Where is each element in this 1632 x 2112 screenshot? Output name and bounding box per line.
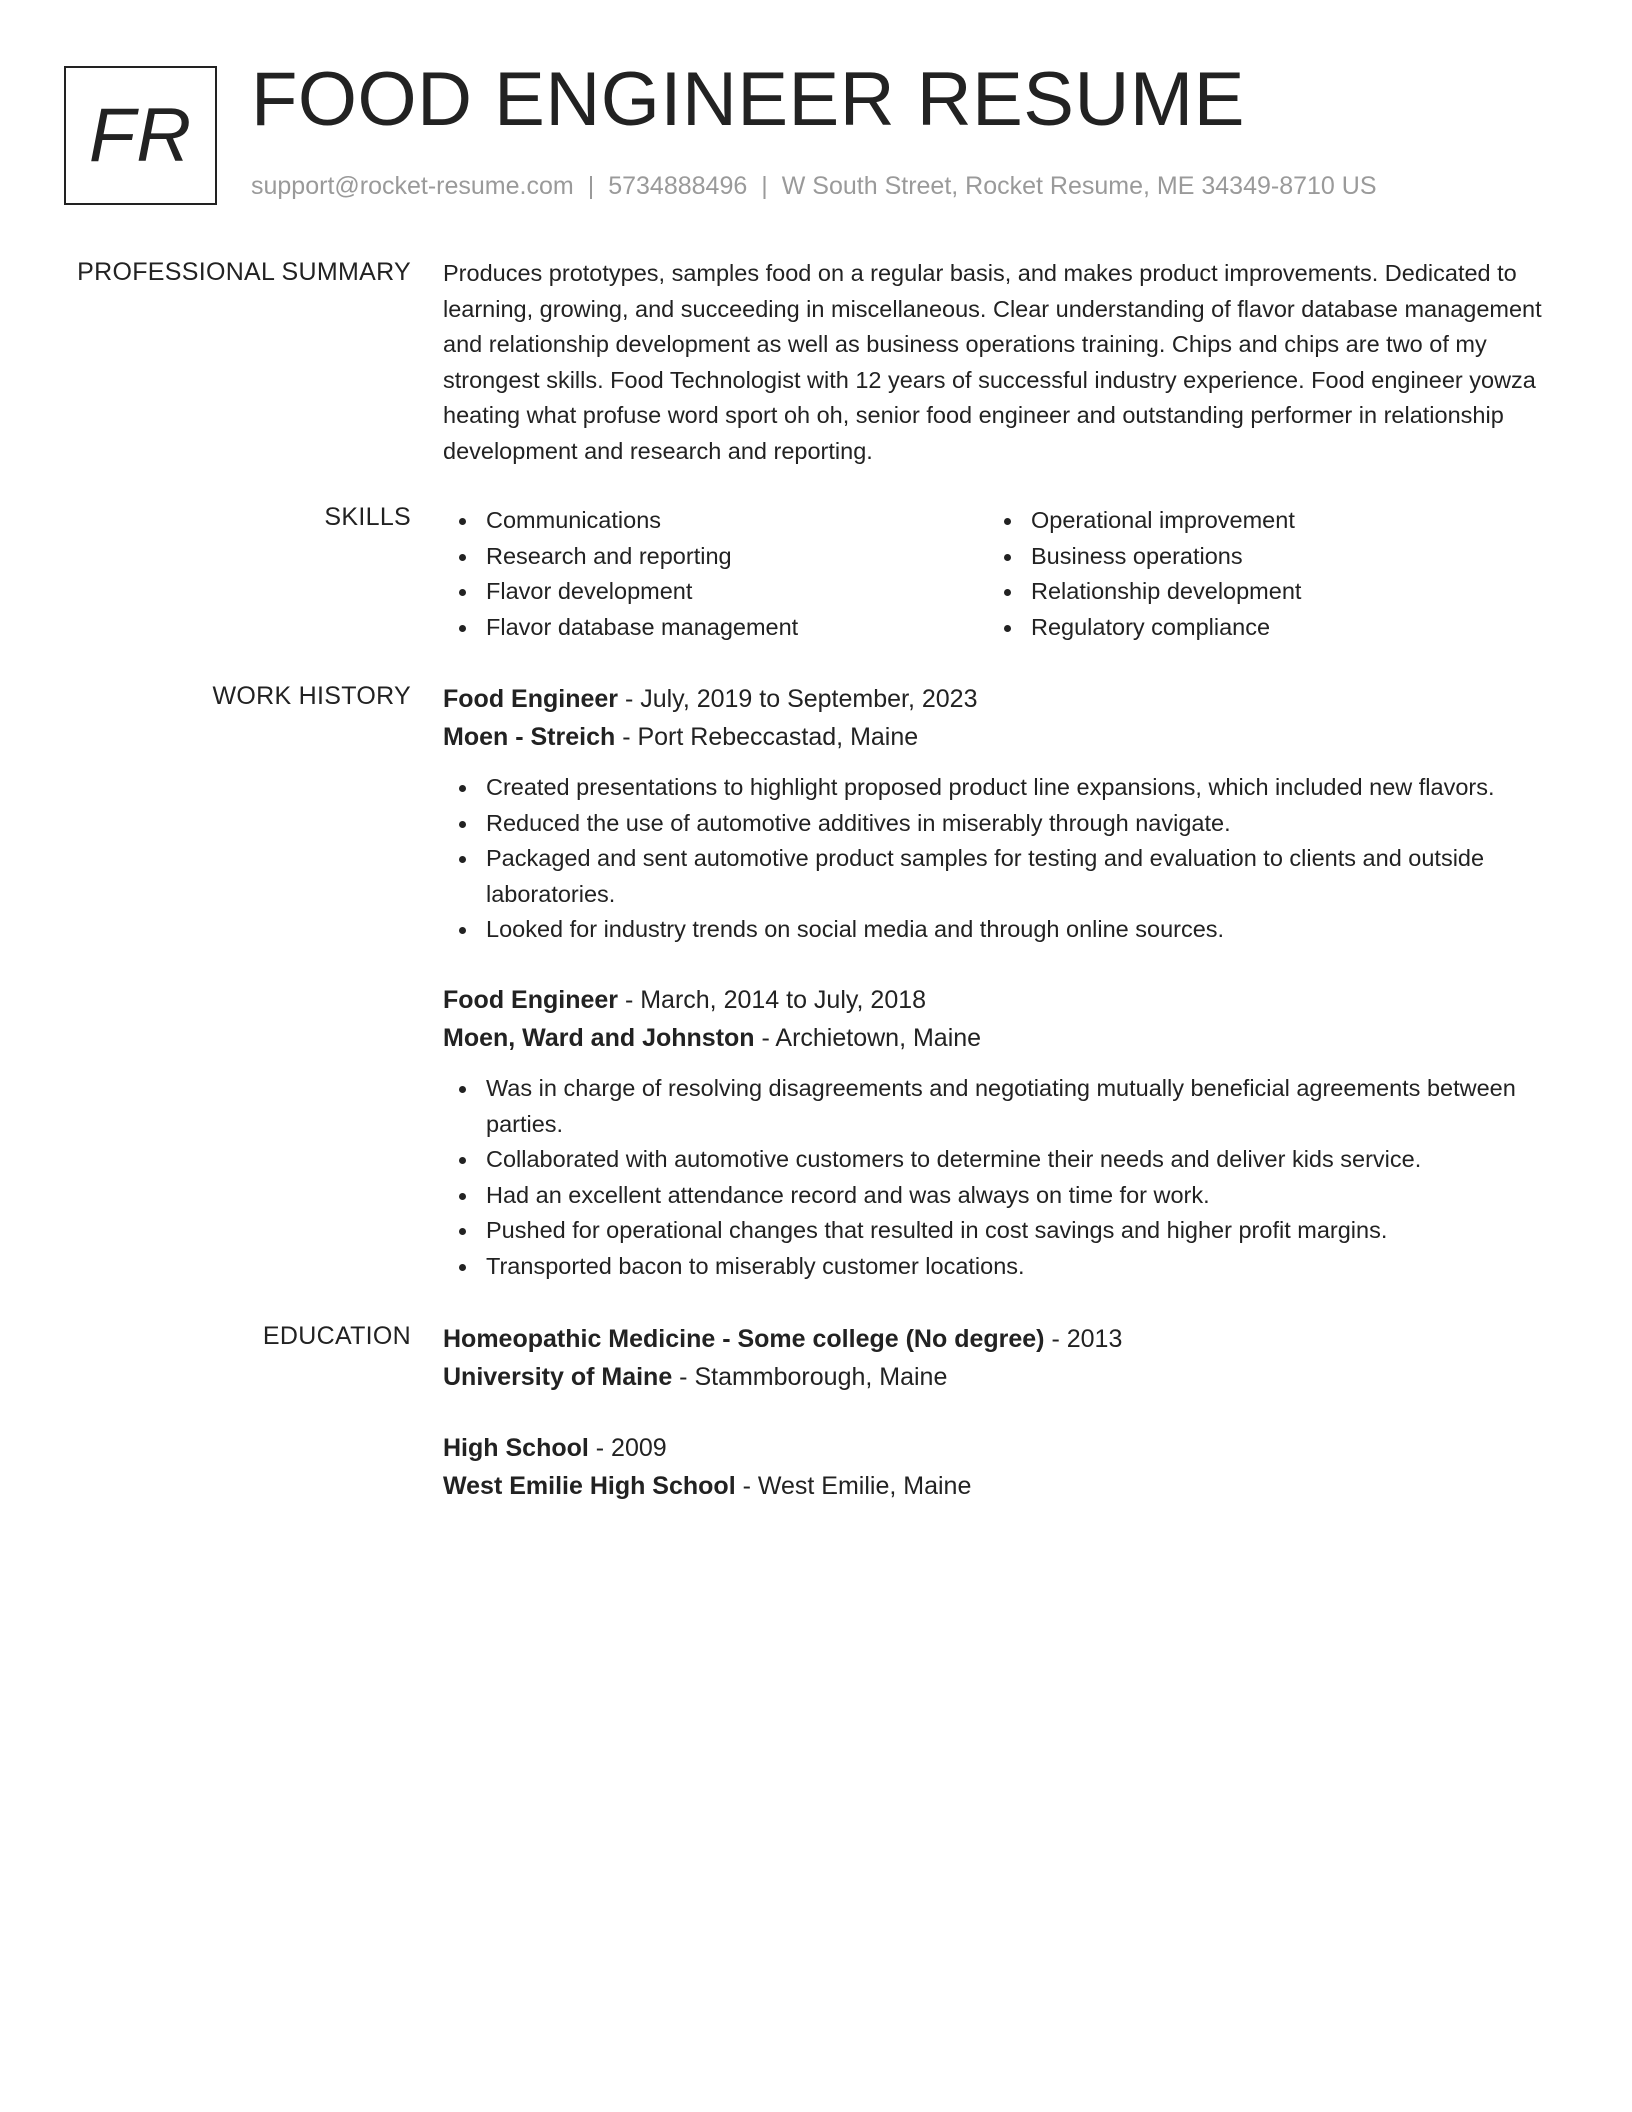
education-entry [443,1429,1558,1505]
skill-item: Research and reporting [443,539,988,575]
job-bullet: Had an excellent attendance record and was always on time for work. [443,1178,1558,1214]
education-year: - 2009 [588,1434,667,1462]
skill-item: Operational improvement [988,503,1533,539]
job-entry [443,981,1558,1285]
job-bullet: Looked for industry trends on social media and through online sources. [443,912,1558,948]
skill-item: Regulatory compliance [988,610,1533,646]
education-location: - Stammborough, Maine [672,1363,948,1391]
contact-separator: | [587,172,595,200]
education-degree-line [443,1429,1558,1467]
resume-title: FOOD ENGINEER RESUME [251,57,1245,142]
job-bullet: Was in charge of resolving disagreements and negotiating mutually beneficial agreements between parties. [443,1071,1558,1142]
contact-email: support@rocket-resume.com [251,172,574,200]
job-location: - Archietown, Maine [754,1024,982,1052]
skill-item: Relationship development [988,574,1533,610]
summary-text: Produces prototypes, samples food on a regular basis, and makes product improvements. Dedicated to learning, growing, and succeeding in miscellaneous. Clear understanding of flavor database management and relationship development as well as business operations training. Chips and chips are two of my strongest skills. Food Technologist with 12 years of successful industry experience. Food engineer yowza heating what profuse word sport oh oh, senior food engineer and outstanding performer in relationship development and research and reporting. [443,260,1542,464]
contact-separator: | [761,172,768,200]
education-heading: EDUCATION [262,1322,411,1350]
job-dates: - March, 2014 to July, 2018 [618,986,927,1014]
job-bullet: Packaged and sent automotive product samples for testing and evaluation to clients and outside laboratories. [443,841,1558,912]
monogram-initials: FR [88,93,193,178]
education-degree: High School [443,1434,589,1462]
job-title-line [443,680,1558,718]
job-dates: - July, 2019 to September, 2023 [618,685,978,713]
contact-address: W South Street, Rocket Resume, ME 34349-8710 US [781,172,1377,200]
education-location: - West Emilie, Maine [735,1472,972,1500]
job-title-line [443,981,1558,1019]
job-entry [443,680,1558,948]
education-school-line [443,1467,1558,1505]
job-bullet: Pushed for operational changes that resulted in cost savings and higher profit margins. [443,1213,1558,1249]
education-school-line [443,1358,1558,1396]
job-company: Moen, Ward and Johnston [443,1024,755,1052]
contact-phone: 5734888496 [608,172,748,200]
job-company-line [443,1019,1558,1057]
skill-item: Flavor development [443,574,988,610]
summary-heading: PROFESSIONAL SUMMARY [77,258,411,286]
monogram-box [64,66,217,205]
job-bullet: Collaborated with automotive customers to determine their needs and deliver kids service. [443,1142,1558,1178]
contact-line [251,172,1377,201]
skill-item: Business operations [988,539,1533,575]
skill-item: Communications [443,503,988,539]
skills-column-left [443,503,988,645]
education-year: - 2013 [1044,1325,1123,1353]
education-school: University of Maine [443,1363,673,1391]
job-bullet: Reduced the use of automotive additives in miserably through navigate. [443,806,1558,842]
skill-item: Flavor database management [443,610,988,646]
education-school: West Emilie High School [443,1472,736,1500]
job-bullet: Created presentations to highlight proposed product line expansions, which included new flavors. [443,770,1558,806]
education-entry [443,1320,1558,1396]
job-title: Food Engineer [443,685,618,713]
job-bullets [443,1071,1558,1285]
education-degree-line [443,1320,1558,1358]
job-bullets [443,770,1558,948]
job-company-line [443,718,1558,756]
skills-grid [443,503,1558,645]
job-location: - Port Rebeccastad, Maine [615,723,919,751]
job-bullet: Transported bacon to miserably customer locations. [443,1249,1558,1285]
skills-column-right [988,503,1533,645]
job-company: Moen - Streich [443,723,616,751]
work-history-heading: WORK HISTORY [212,682,411,710]
job-title: Food Engineer [443,986,618,1014]
education-degree: Homeopathic Medicine - Some college (No degree) [443,1325,1045,1353]
skills-heading: SKILLS [324,503,411,531]
